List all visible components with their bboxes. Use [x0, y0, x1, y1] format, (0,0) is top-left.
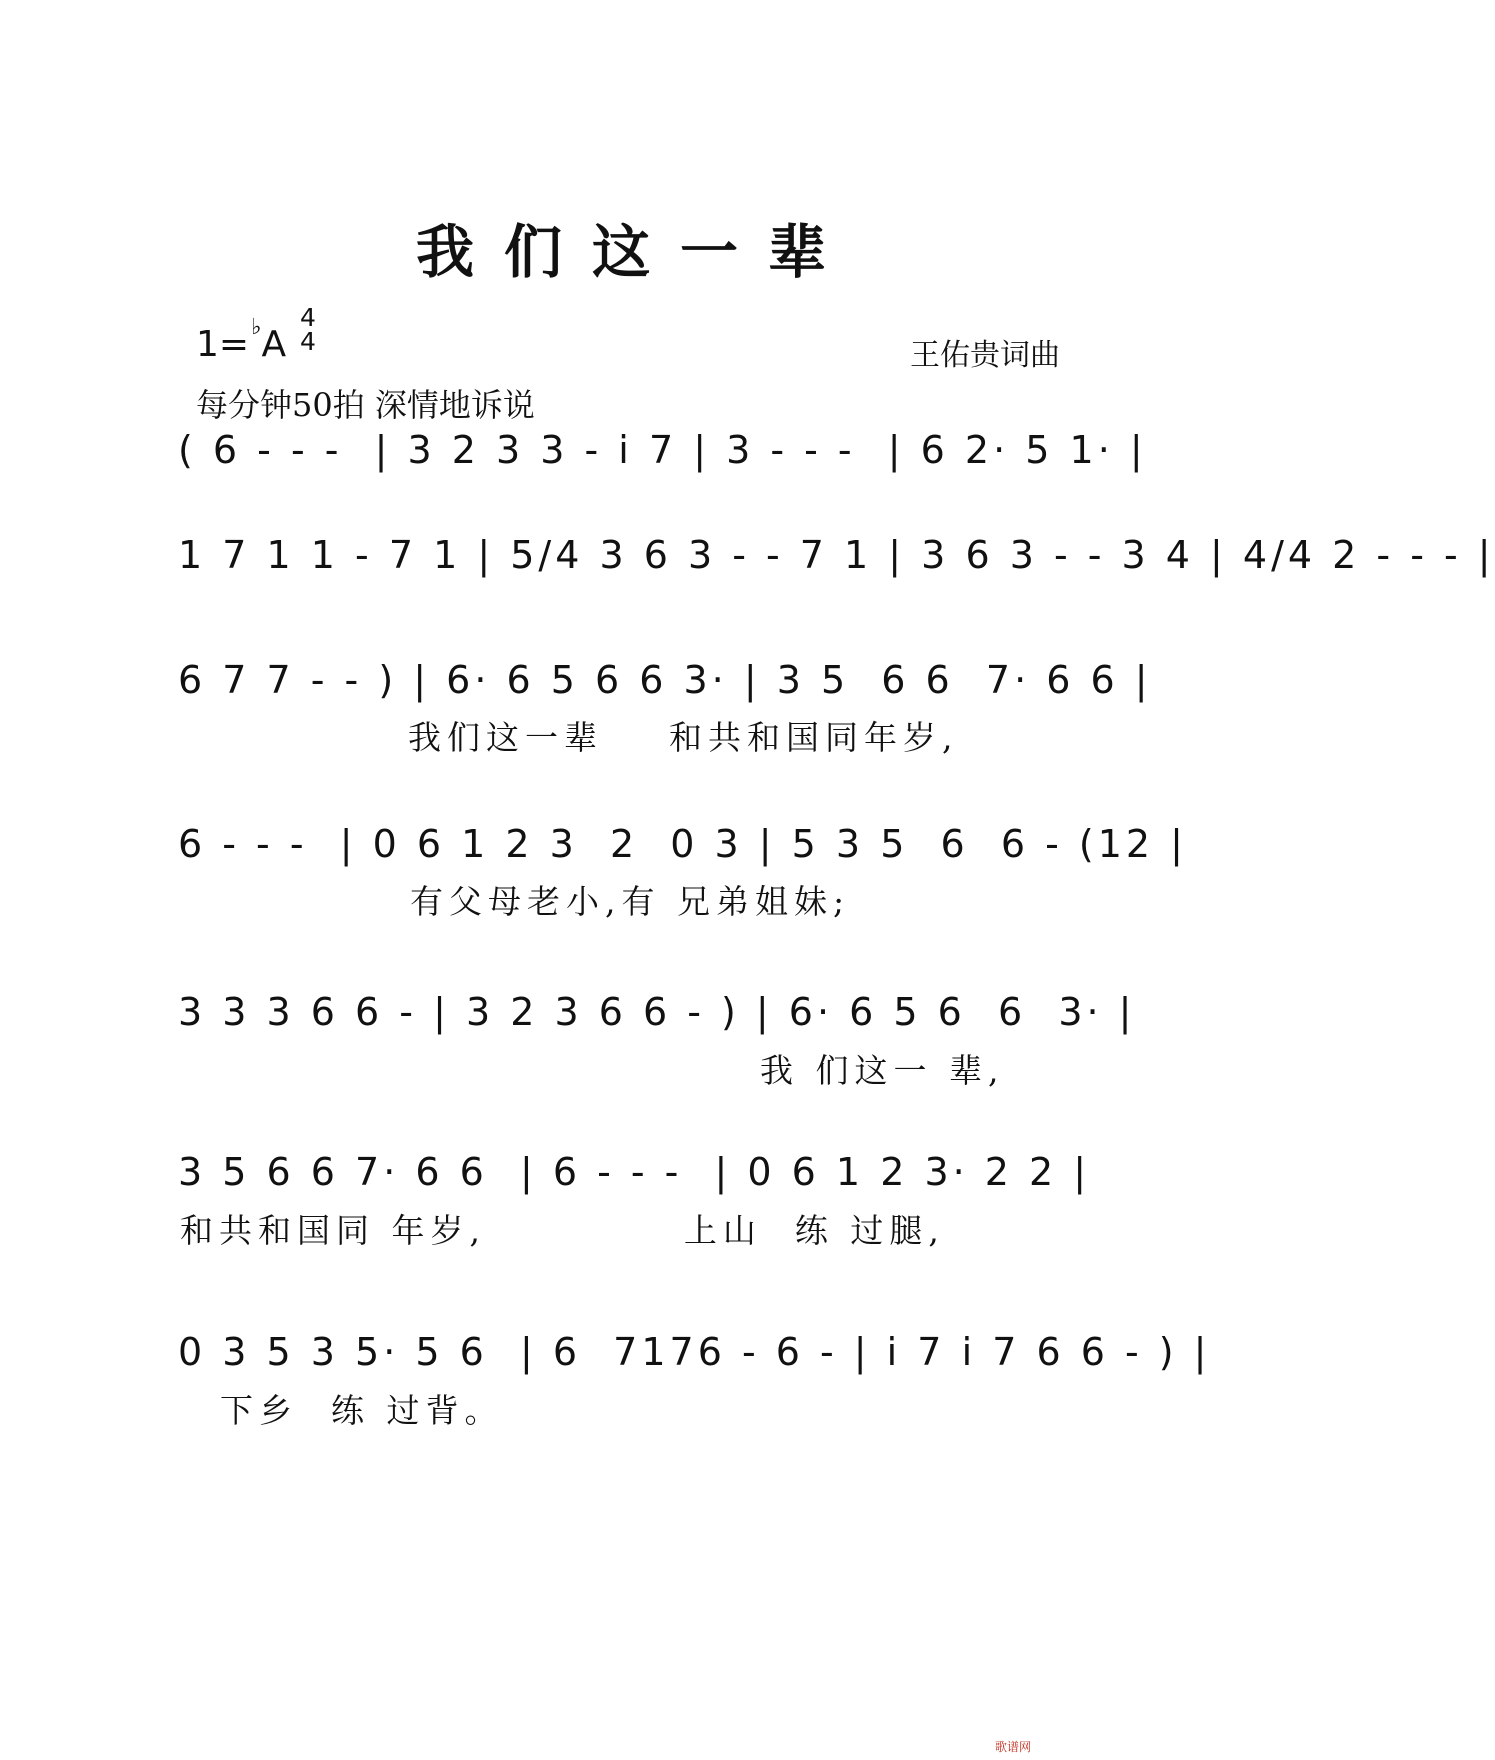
meter-top: 4	[300, 303, 316, 332]
lyric-line-6: 和共和国同 年岁, 上山 练 过腿,	[180, 1211, 945, 1250]
composer-credit: 王佑贵词曲	[910, 338, 1060, 373]
lyric-line-5: 我 们这一 辈,	[760, 1051, 1005, 1090]
music-line-6: 3 5 6 6 7· 6 6 | 6 - - - | 0 6 1 2 3· 2 2 |	[178, 1150, 1091, 1194]
lyric-line-4: 有父母老小,有 兄弟姐妹;	[410, 882, 851, 921]
music-line-2: 1 7 1 1 - 7 1 | 5/4 3 6 3 - - 7 1 | 3 6 3 - - 3 4 | 4/4 2 - - - |	[178, 533, 1495, 577]
music-line-3: 6 7 7 - - ) | 6· 6 5 6 6 3· | 3 5 6 6 7· 6 6 |	[178, 658, 1152, 702]
key-signature	[196, 315, 286, 365]
lyric-line-3: 我们这一辈 和共和国同年岁,	[408, 718, 959, 757]
time-signature	[300, 303, 316, 356]
site-watermark: 歌谱网	[995, 1740, 1032, 1754]
lyric-line-7: 下乡 练 过背。	[220, 1391, 504, 1430]
music-line-7: 0 3 5 3 5· 5 6 | 6 7176 - 6 - | i 7 i 7 6 6 - ) |	[178, 1330, 1211, 1374]
music-line-4: 6 - - - | 0 6 1 2 3 2 0 3 | 5 3 5 6 6 - (12 |	[178, 822, 1187, 866]
meter-bottom: 4	[300, 327, 316, 356]
flat-icon: ♭	[251, 315, 262, 340]
key-note: A	[261, 324, 287, 365]
page-title: 我们这一辈	[415, 218, 856, 286]
music-line-1: ( 6 - - - | 3 2 3 3 - i 7 | 3 - - - | 6 2· 5 1· |	[178, 428, 1147, 472]
key-prefix: 1=	[196, 324, 250, 365]
music-line-5: 3 3 3 6 6 - | 3 2 3 6 6 - ) | 6· 6 5 6 6 3· |	[178, 990, 1136, 1034]
tempo-marking: 每分钟50拍 深情地诉说	[196, 386, 535, 424]
